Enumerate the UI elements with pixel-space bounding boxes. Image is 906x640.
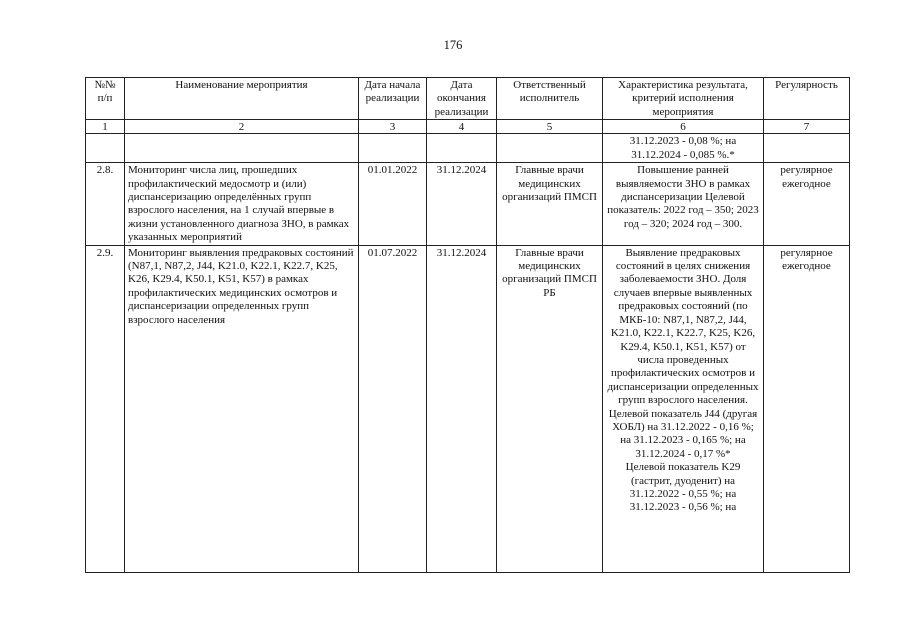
result-cell: Повышение ранней выявляемости ЗНО в рамках диспансеризации Целевой показатель: 2022 год – 350; 2023 год – 320; 2024 год – 300. [603, 163, 764, 245]
result-target-k29: Целевой показатель K29 (гастрит, дуоденит) на 31.12.2022 - 0,55 %; на 31.12.2023 - 0,56 %; на [625, 461, 741, 514]
column-number: 4 [427, 120, 497, 134]
regularity: регулярное ежегодное [764, 163, 850, 245]
row-number: 2.9. [86, 245, 125, 572]
start-date: 01.07.2022 [359, 245, 427, 572]
header-end-date: Дата окончания реализации [427, 78, 497, 120]
table-row-continuation [86, 134, 850, 163]
result-cell [603, 245, 764, 572]
result-target-j44: Целевой показатель J44 (другая ХОБЛ) на 31.12.2022 - 0,16 %; на 31.12.2023 - 0,165 %; на 31.12.2024 - 0,17 %* [608, 407, 758, 460]
column-number: 3 [359, 120, 427, 134]
measure-name: Мониторинг числа лиц, прошедших профилактический медосмотр и (или) диспансеризацию определённых групп взрослого населения, на 1 случай впервые в жизни установленного диагноза ЗНО, в рамках указанных мероприятий [125, 163, 359, 245]
column-number-row [86, 120, 850, 134]
column-number: 1 [86, 120, 125, 134]
start-date: 01.01.2022 [359, 163, 427, 245]
end-date: 31.12.2024 [427, 163, 497, 245]
empty-cell [427, 134, 497, 163]
header-result: Характеристика результата, критерий исполнения мероприятия [603, 78, 764, 120]
row-number: 2.8. [86, 163, 125, 245]
empty-cell [125, 134, 359, 163]
empty-cell [359, 134, 427, 163]
measures-table [85, 77, 850, 573]
column-number: 7 [764, 120, 850, 134]
page-number: 176 [443, 38, 463, 52]
empty-cell [86, 134, 125, 163]
column-number: 2 [125, 120, 359, 134]
header-regularity: Регулярность [764, 78, 850, 120]
table-row [86, 245, 850, 572]
header-start-date: Дата начала реализации [359, 78, 427, 120]
table-row [86, 163, 850, 245]
column-number: 5 [497, 120, 603, 134]
header-name: Наименование мероприятия [125, 78, 359, 120]
result-description: Выявление предраковых состояний в целях снижения заболеваемости ЗНО. Доля случаев впервые выявленных предраковых состояний (по МКБ-10: N87,1, N87,2, J44, K21.0, K22.1, K22.7, K25, K26, K29.4, K50.1, K51, K57) от числа проведенных профилактических осмотров и диспансеризации определенных групп взрослого населения. [607, 246, 759, 407]
measure-name: Мониторинг выявления предраковых состояний (N87,1, N87,2, J44, K21.0, K22.1, K22.7, K25, K26, K29.4, K50.1, K51, K57) в рамках профилактических медицинских осмотров и диспансеризации определенных групп взрослого населения [125, 245, 359, 572]
end-date: 31.12.2024 [427, 245, 497, 572]
table-header-row [86, 78, 850, 120]
responsible: Главные врачи медицинских организаций ПМСП РБ [497, 245, 603, 572]
header-number: №№ п/п [86, 78, 125, 120]
empty-cell [764, 134, 850, 163]
result-cell: 31.12.2023 - 0,08 %; на 31.12.2024 - 0,085 %.* [603, 134, 764, 163]
column-number: 6 [603, 120, 764, 134]
empty-cell [497, 134, 603, 163]
header-responsible: Ответственный исполнитель [497, 78, 603, 120]
regularity: регулярное ежегодное [764, 245, 850, 572]
responsible: Главные врачи медицинских организаций ПМСП [497, 163, 603, 245]
